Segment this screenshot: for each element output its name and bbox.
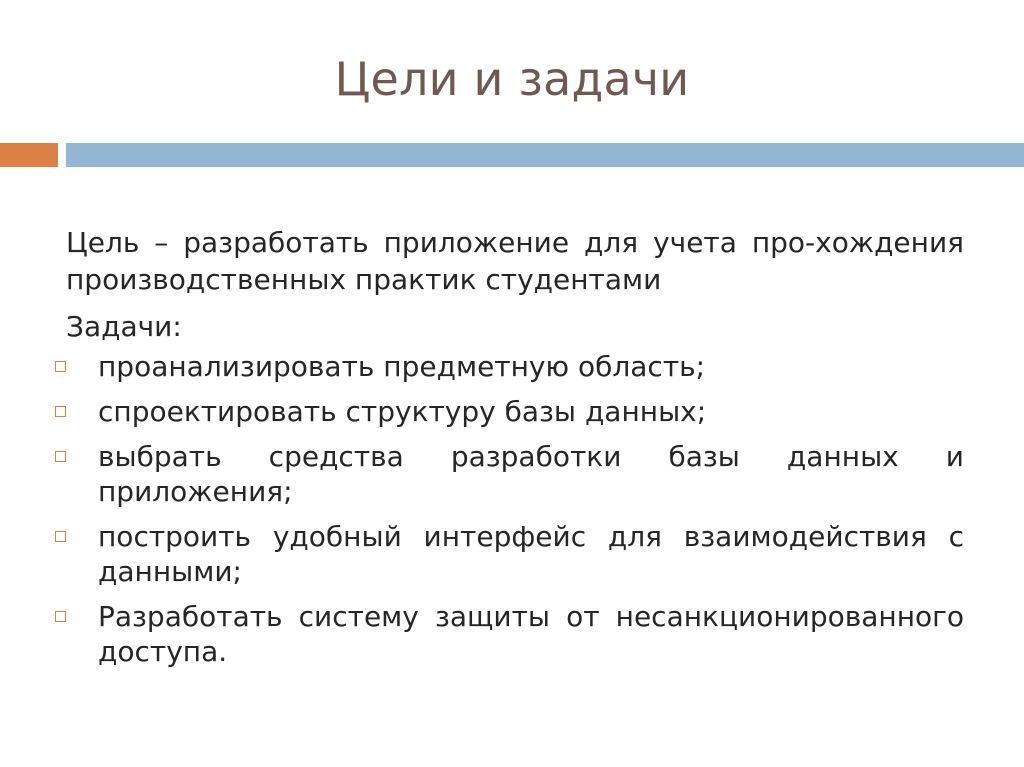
hollow-square-icon	[55, 611, 66, 622]
task-text: Разработать систему защиты от несанкционированного доступа.	[98, 600, 964, 668]
task-item	[66, 599, 964, 669]
task-item	[66, 519, 964, 589]
slide-content	[66, 224, 964, 679]
accent-bar-blue	[66, 143, 1024, 167]
hollow-square-icon	[55, 406, 66, 417]
hollow-square-icon	[55, 531, 66, 542]
hollow-square-icon	[55, 451, 66, 462]
slide-title: Цели и задачи	[334, 52, 690, 106]
hollow-square-icon	[55, 361, 66, 372]
task-item	[66, 439, 964, 509]
task-text: проанализировать предметную область;	[98, 350, 706, 383]
tasks-heading: Задачи:	[66, 310, 182, 343]
tasks-list	[66, 349, 964, 669]
task-text: спроектировать структуру базы данных;	[98, 395, 707, 428]
goal-text: Цель – разработать приложение для учета про-хождения производственных практик студентами	[66, 226, 964, 296]
task-text: выбрать средства разработки базы данных и приложения;	[98, 440, 964, 508]
task-text: построить удобный интерфейс для взаимодействия с данными;	[98, 520, 964, 588]
accent-bar-orange	[0, 143, 58, 167]
task-item	[66, 394, 964, 429]
task-item	[66, 349, 964, 384]
